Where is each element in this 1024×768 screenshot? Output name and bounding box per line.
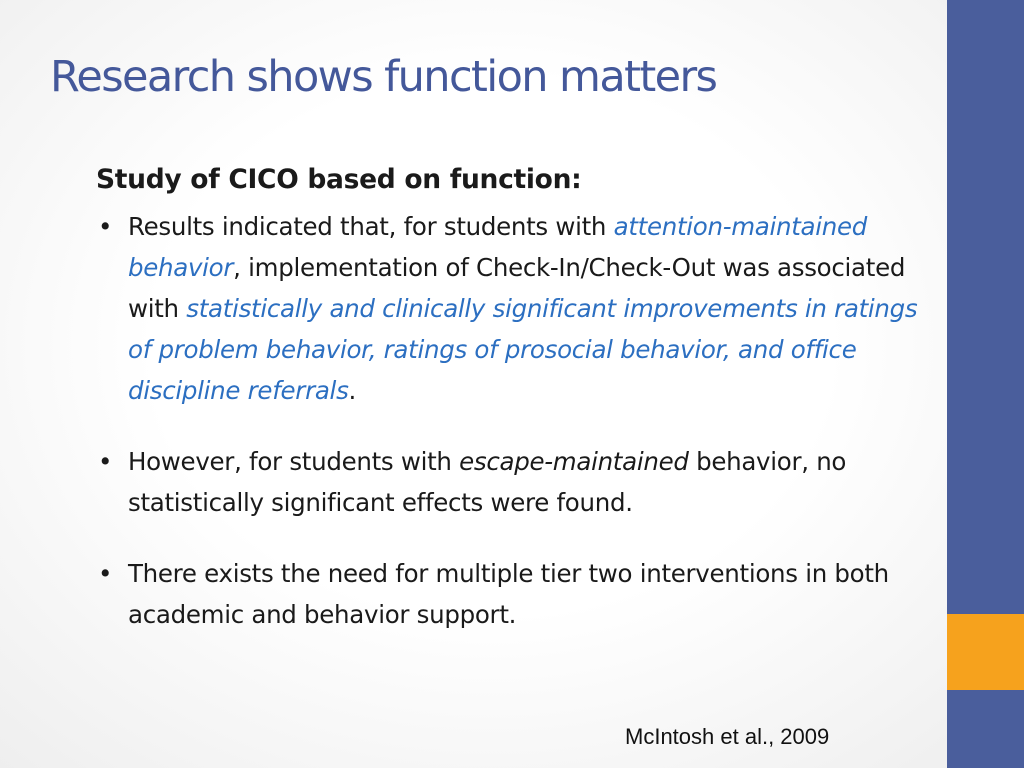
slide-content [96, 160, 926, 635]
highlight-text: attention-maintained behavior [128, 212, 868, 282]
bullet-marker: • [98, 212, 113, 241]
highlight-text: statistically and clinically significant improvements in ratings of problem behavior, ratings of prosocial behavior, and office discipline referrals [128, 294, 918, 405]
emphasis-text: escape-maintained [459, 447, 689, 476]
bullet-text: Results indicated that, for students with [128, 212, 614, 241]
citation: McIntosh et al., 2009 [625, 724, 830, 749]
subheading: Study of CICO based on function: [96, 164, 582, 195]
bullet-item-need [96, 553, 926, 635]
bullet-marker: • [98, 559, 113, 588]
bullet-item-results [96, 206, 926, 411]
slide-title: Research shows function matters [50, 52, 717, 102]
bullet-text: behavior, no statistically significant effects were found. [128, 447, 847, 517]
bullet-text: , implementation of Check-In/Check-Out was associated with [128, 253, 906, 323]
bullet-text: There exists the need for multiple tier two interventions in both academic and behavior support. [128, 559, 889, 629]
side-accent-decoration [947, 614, 1024, 690]
bullet-item-escape [96, 441, 926, 523]
bullet-text: However, for students with [128, 447, 460, 476]
bullet-marker: • [98, 447, 113, 476]
bullet-text: . [348, 376, 357, 405]
